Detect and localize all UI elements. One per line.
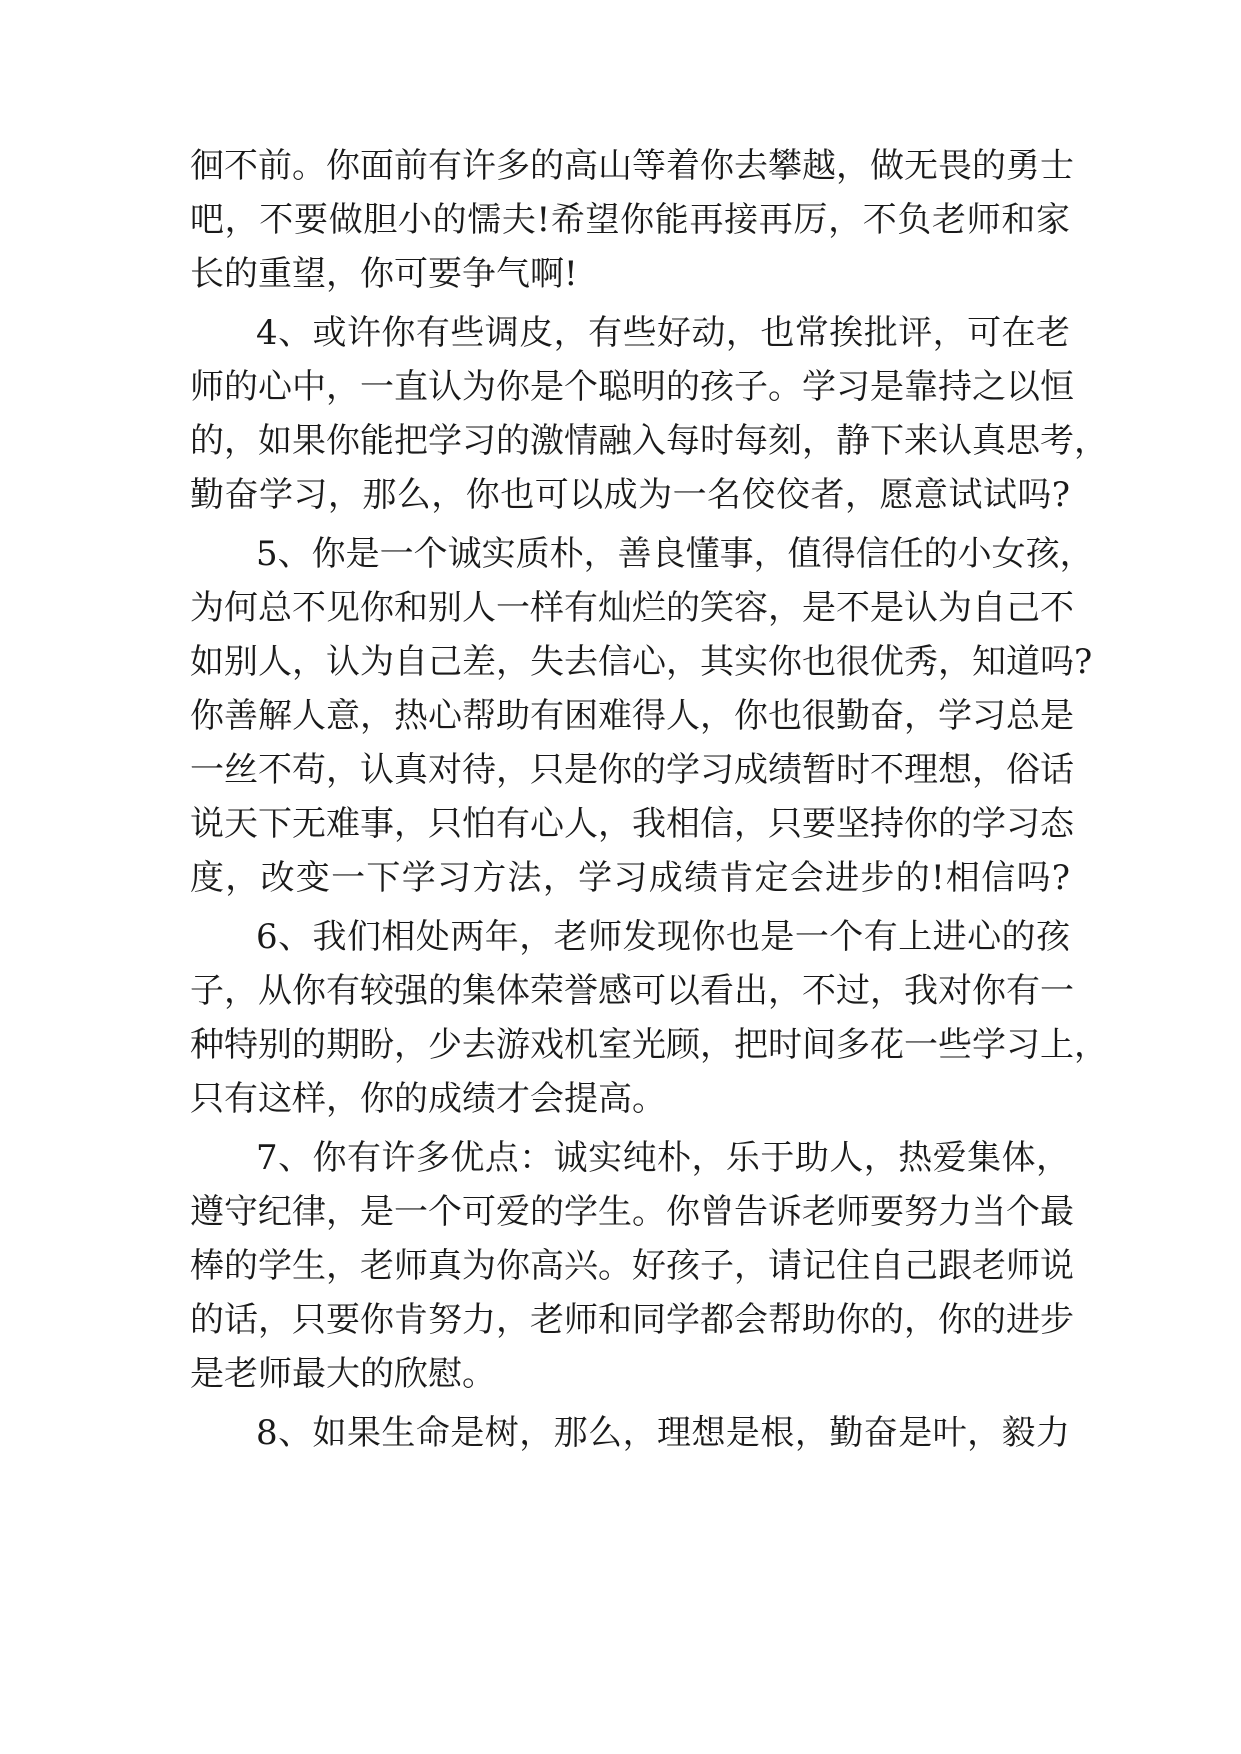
text-line: 师的心中，一直认为你是个聪明的孩子。学习是靠持之以恒 <box>190 367 1074 407</box>
text-line: 吧，不要做胆小的懦夫!希望你能再接再厉，不负老师和家 <box>190 200 1070 240</box>
text-line: 你善解人意，热心帮助有困难得人，你也很勤奋，学习总是 <box>190 696 1074 736</box>
text-line: 只有这样，你的成绩才会提高。 <box>190 1079 666 1119</box>
text-line: 一丝不苟，认真对待，只是你的学习成绩暂时不理想，俗话 <box>190 750 1074 790</box>
text-line: 徊不前。你面前有许多的高山等着你去攀越，做无畏的勇士 <box>190 146 1074 186</box>
text-line: 的，如果你能把学习的激情融入每时每刻，静下来认真思考， <box>190 421 1108 461</box>
paragraph-8-first-line: 8、如果生命是树，那么，理想是根，勤奋是叶，毅力 <box>256 1413 1070 1453</box>
text-line: 子，从你有较强的集体荣誉感可以看出，不过，我对你有一 <box>190 971 1074 1011</box>
text-line: 说天下无难事，只怕有心人，我相信，只要坚持你的学习态 <box>190 804 1074 844</box>
text-line: 为何总不见你和别人一样有灿烂的笑容，是不是认为自己不 <box>190 588 1074 628</box>
text-line: 如别人，认为自己差，失去信心，其实你也很优秀，知道吗? <box>190 642 1093 682</box>
paragraph-7-first-line: 7、你有许多优点：诚实纯朴，乐于助人，热爱集体， <box>256 1138 1070 1178</box>
text-line: 是老师最大的欣慰。 <box>190 1354 496 1394</box>
paragraph-6-first-line: 6、我们相处两年，老师发现你也是一个有上进心的孩 <box>256 917 1070 957</box>
text-line: 种特别的期盼，少去游戏机室光顾，把时间多花一些学习上， <box>190 1025 1108 1065</box>
text-line: 度，改变一下学习方法，学习成绩肯定会进步的!相信吗? <box>190 858 1070 898</box>
paragraph-5-first-line: 5、你是一个诚实质朴，善良懂事，值得信任的小女孩， <box>256 534 1094 574</box>
text-line: 勤奋学习，那么，你也可以成为一名佼佼者，愿意试试吗? <box>190 475 1070 515</box>
text-line: 长的重望，你可要争气啊! <box>190 254 578 294</box>
text-line: 遵守纪律，是一个可爱的学生。你曾告诉老师要努力当个最 <box>190 1192 1074 1232</box>
text-line: 棒的学生，老师真为你高兴。好孩子，请记住自己跟老师说 <box>190 1246 1074 1286</box>
paragraph-4-first-line: 4、或许你有些调皮，有些好动，也常挨批评，可在老 <box>256 313 1070 353</box>
text-line: 的话，只要你肯努力，老师和同学都会帮助你的，你的进步 <box>190 1300 1074 1340</box>
